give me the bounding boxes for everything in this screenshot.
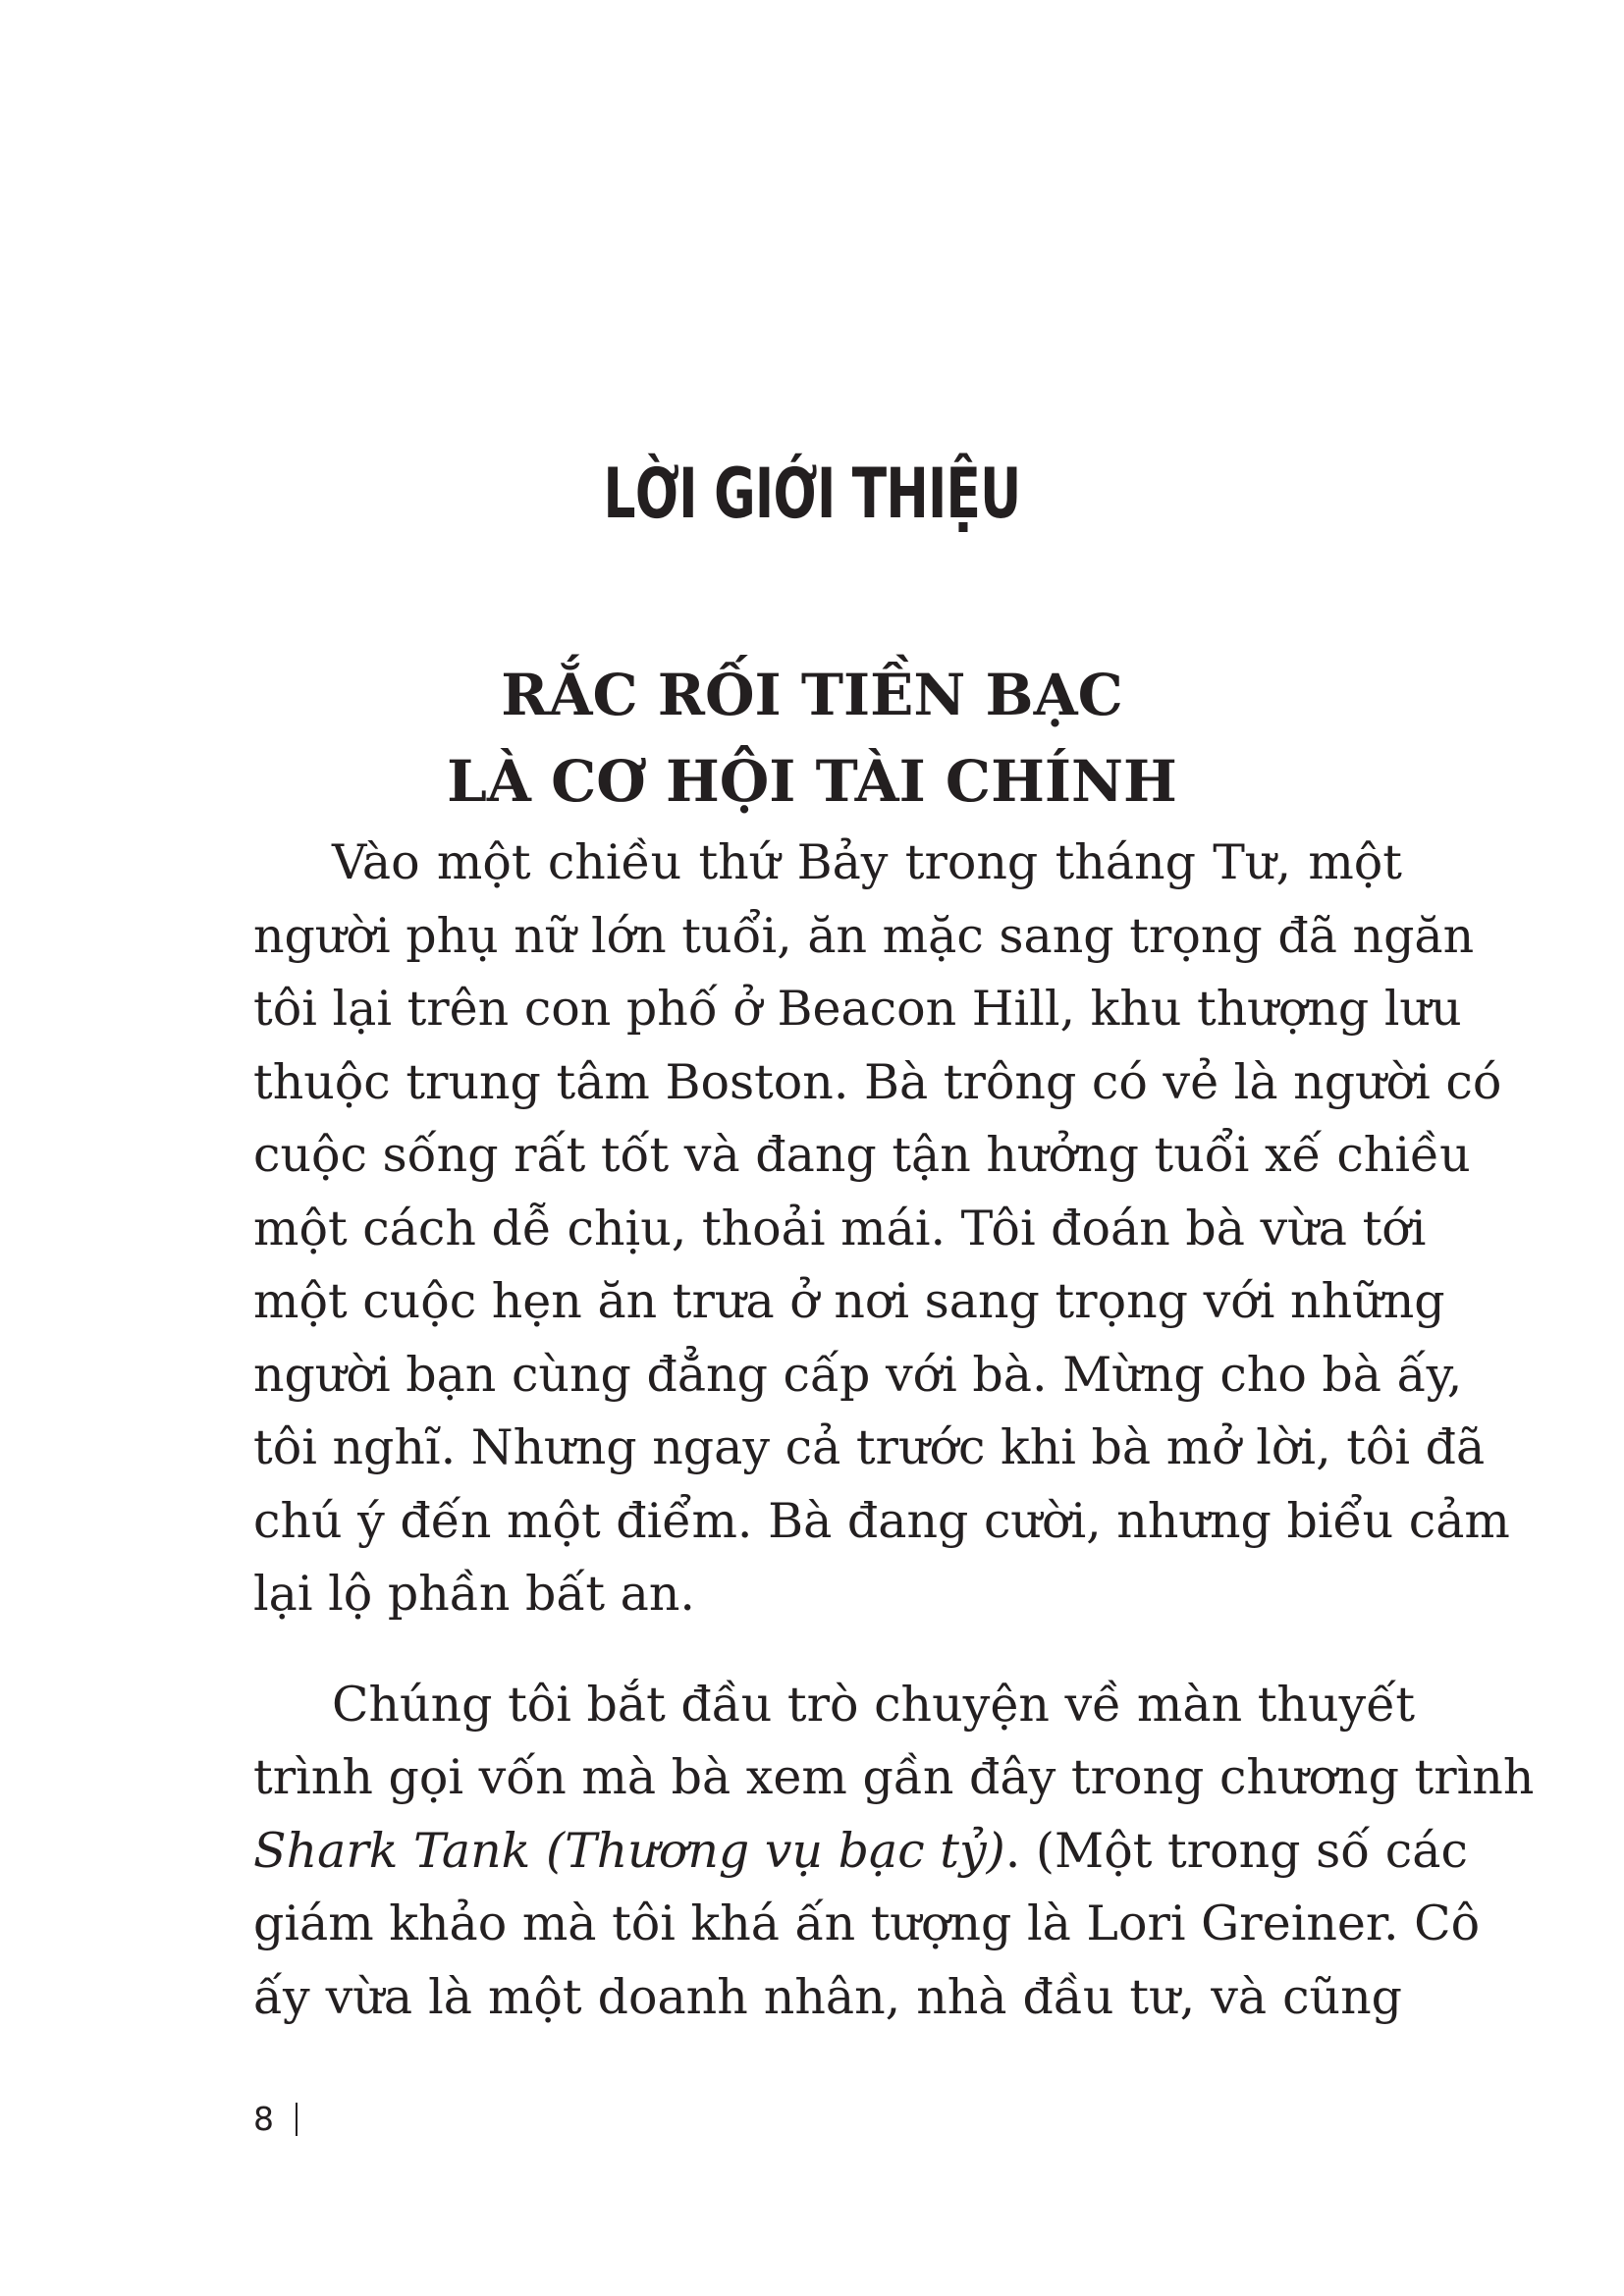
text-line: chú ý đến một điểm. Bà đang cười, nhưng biểu cảm [253,1492,1510,1549]
show-title-italic: Shark Tank (Thương vụ bạc tỷ) [253,1822,1005,1879]
text-line: tôi nghĩ. Nhưng ngay cả trước khi bà mở lời, tôi đã [253,1419,1486,1475]
section-title [0,652,1624,825]
footer-divider [296,2103,298,2136]
text-line: tôi lại trên con phố ở Beacon Hill, khu thượng lưu [253,981,1462,1037]
body-text [253,827,1535,2034]
page-footer [253,2100,298,2139]
text-fragment: . (Một trong số các [1004,1822,1468,1879]
section-title-line-2: LÀ CƠ HỘI TÀI CHÍNH [447,748,1177,815]
text-line: Vào một chiều thứ Bảy trong tháng Tư, một [332,834,1402,890]
text-line: người phụ nữ lớn tuổi, ăn mặc sang trọng đã ngăn [253,907,1475,964]
paragraph-2 [253,1669,1535,2035]
text-line: lại lộ phần bất an. [253,1566,695,1622]
chapter-title: LỜI GIỚI THIỆU [603,454,1021,534]
text-line: giám khảo mà tôi khá ấn tượng là Lori Greiner. Cô [253,1896,1481,1951]
section-title-line-1: RẮC RỐI TIỀN BẠC [501,662,1123,728]
text-line: thuộc trung tâm Boston. Bà trông có vẻ là người có [253,1053,1502,1110]
text-line: ấy vừa là một doanh nhân, nhà đầu tư, và cũng [253,1968,1402,2025]
text-line: một cuộc hẹn ăn trưa ở nơi sang trọng với những [253,1273,1445,1329]
text-line: trình gọi vốn mà bà xem gần đây trong chương trình [253,1749,1535,1805]
text-line: Chúng tôi bắt đầu trò chuyện về màn thuyết [332,1676,1416,1733]
text-line: cuộc sống rất tốt và đang tận hưởng tuổi xế chiều [253,1127,1471,1183]
text-line: một cách dễ chịu, thoải mái. Tôi đoán bà vừa tới [253,1200,1427,1256]
text-line [253,1815,1468,1889]
paragraph-1 [253,827,1510,1631]
page-number: 8 [253,2100,274,2138]
text-line: người bạn cùng đẳng cấp với bà. Mừng cho bà ấy, [253,1346,1463,1403]
